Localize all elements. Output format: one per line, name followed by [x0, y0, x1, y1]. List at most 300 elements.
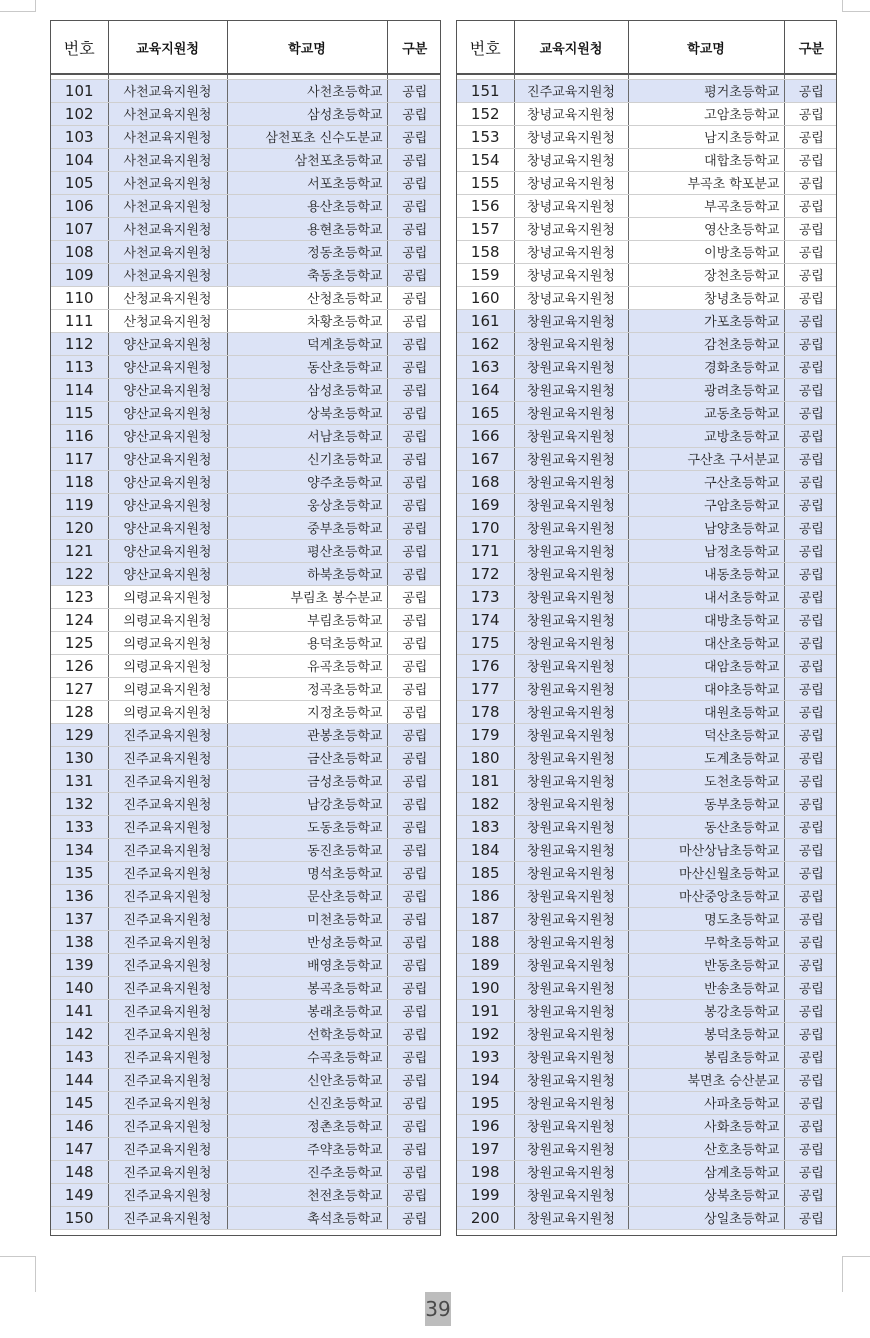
cell-office: 창원교육지원청: [514, 907, 628, 930]
cell-office: 창원교육지원청: [514, 746, 628, 769]
cell-num: 108: [51, 240, 108, 263]
cell-school: 봉강초등학교: [628, 999, 784, 1022]
table-row: [457, 700, 837, 723]
cell-office: 창원교육지원청: [514, 815, 628, 838]
cell-num: 121: [51, 539, 108, 562]
cell-num: 130: [51, 746, 108, 769]
cell-school: 관봉초등학교: [227, 723, 387, 746]
cell-num: 169: [457, 493, 514, 516]
cell-num: 141: [51, 999, 108, 1022]
cell-type: 공립: [387, 723, 441, 746]
cell-school: 서포초등학교: [227, 171, 387, 194]
cell-office: 진주교육지원청: [108, 1091, 227, 1114]
cell-school: 삼천포초등학교: [227, 148, 387, 171]
cell-school: 정곡초등학교: [227, 677, 387, 700]
table-row: [51, 723, 441, 746]
table-row: [457, 516, 837, 539]
cell-school: 웅상초등학교: [227, 493, 387, 516]
cell-type: 공립: [784, 516, 837, 539]
cell-school: 촉석초등학교: [227, 1206, 387, 1229]
cell-num: 177: [457, 677, 514, 700]
cell-type: 공립: [784, 608, 837, 631]
cell-school: 정촌초등학교: [227, 1114, 387, 1137]
table-row: [457, 102, 837, 125]
cell-num: 122: [51, 562, 108, 585]
table-row: [51, 1160, 441, 1183]
table-row: [457, 1206, 837, 1229]
cell-office: 진주교육지원청: [108, 953, 227, 976]
cell-num: 139: [51, 953, 108, 976]
cell-school: 상일초등학교: [628, 1206, 784, 1229]
cell-school: 남강초등학교: [227, 792, 387, 815]
cell-office: 의령교육지원청: [108, 585, 227, 608]
cell-school: 도천초등학교: [628, 769, 784, 792]
cell-num: 151: [457, 79, 514, 102]
cell-type: 공립: [387, 102, 441, 125]
table-row: [51, 1137, 441, 1160]
cell-type: 공립: [387, 217, 441, 240]
cell-num: 154: [457, 148, 514, 171]
cell-office: 창녕교육지원청: [514, 240, 628, 263]
cell-type: 공립: [387, 1045, 441, 1068]
cell-num: 152: [457, 102, 514, 125]
cell-office: 창원교육지원청: [514, 999, 628, 1022]
cell-type: 공립: [387, 884, 441, 907]
cell-office: 창원교육지원청: [514, 424, 628, 447]
cell-office: 의령교육지원청: [108, 631, 227, 654]
table-row: [457, 654, 837, 677]
cell-office: 사천교육지원청: [108, 263, 227, 286]
cell-office: 창원교육지원청: [514, 700, 628, 723]
cell-num: 178: [457, 700, 514, 723]
cell-num: 180: [457, 746, 514, 769]
table-row: [51, 677, 441, 700]
table-row: [457, 424, 837, 447]
cell-school: 남정초등학교: [628, 539, 784, 562]
cell-school: 마산중앙초등학교: [628, 884, 784, 907]
cell-num: 147: [51, 1137, 108, 1160]
cell-office: 진주교육지원청: [108, 1137, 227, 1160]
cell-school: 선학초등학교: [227, 1022, 387, 1045]
cell-office: 진주교육지원청: [108, 1114, 227, 1137]
cell-office: 양산교육지원청: [108, 378, 227, 401]
cell-type: 공립: [387, 125, 441, 148]
cell-school: 평거초등학교: [628, 79, 784, 102]
cell-num: 107: [51, 217, 108, 240]
cell-school: 도계초등학교: [628, 746, 784, 769]
table-row: [457, 79, 837, 102]
cell-num: 135: [51, 861, 108, 884]
cell-school: 삼천포초 신수도분교: [227, 125, 387, 148]
cell-school: 교동초등학교: [628, 401, 784, 424]
table-row: [51, 332, 441, 355]
cell-type: 공립: [784, 861, 837, 884]
cell-school: 구산초등학교: [628, 470, 784, 493]
table-row: [51, 378, 441, 401]
table-row: [457, 1183, 837, 1206]
header-office: 교육지원청: [514, 21, 628, 74]
cell-type: 공립: [784, 286, 837, 309]
cell-type: 공립: [387, 470, 441, 493]
table-row: [51, 1022, 441, 1045]
cell-type: 공립: [784, 769, 837, 792]
cell-type: 공립: [784, 1114, 837, 1137]
cell-type: 공립: [784, 976, 837, 999]
cell-office: 창녕교육지원청: [514, 194, 628, 217]
cell-office: 창녕교육지원청: [514, 286, 628, 309]
table-row: [51, 608, 441, 631]
cell-office: 창녕교육지원청: [514, 148, 628, 171]
table-row: [457, 1068, 837, 1091]
cell-type: 공립: [387, 1068, 441, 1091]
table-row: [457, 470, 837, 493]
cell-office: 창녕교육지원청: [514, 125, 628, 148]
cell-type: 공립: [784, 585, 837, 608]
cell-office: 진주교육지원청: [108, 1068, 227, 1091]
table-row: [51, 263, 441, 286]
cell-office: 창원교육지원청: [514, 1206, 628, 1229]
cell-type: 공립: [784, 1068, 837, 1091]
cell-num: 167: [457, 447, 514, 470]
cell-type: 공립: [784, 355, 837, 378]
table-row: [51, 769, 441, 792]
cell-num: 161: [457, 309, 514, 332]
cell-type: 공립: [387, 999, 441, 1022]
cell-type: 공립: [784, 309, 837, 332]
cell-school: 도동초등학교: [227, 815, 387, 838]
cell-num: 123: [51, 585, 108, 608]
table-row: [51, 309, 441, 332]
cell-office: 창원교육지원청: [514, 677, 628, 700]
cell-type: 공립: [387, 953, 441, 976]
cell-type: 공립: [387, 378, 441, 401]
table-row: [51, 792, 441, 815]
cell-num: 179: [457, 723, 514, 746]
cell-num: 190: [457, 976, 514, 999]
cell-num: 158: [457, 240, 514, 263]
cell-num: 186: [457, 884, 514, 907]
table-row: [457, 148, 837, 171]
cell-office: 진주교육지원청: [514, 79, 628, 102]
table-row: [51, 562, 441, 585]
cell-office: 창원교육지원청: [514, 654, 628, 677]
cell-type: 공립: [387, 539, 441, 562]
cell-type: 공립: [387, 1114, 441, 1137]
cell-type: 공립: [784, 631, 837, 654]
cell-num: 173: [457, 585, 514, 608]
cell-num: 144: [51, 1068, 108, 1091]
cell-type: 공립: [784, 240, 837, 263]
table-row: [51, 470, 441, 493]
cell-office: 사천교육지원청: [108, 171, 227, 194]
table-row: [457, 493, 837, 516]
cell-type: 공립: [387, 493, 441, 516]
cell-num: 142: [51, 1022, 108, 1045]
cell-num: 120: [51, 516, 108, 539]
cell-num: 183: [457, 815, 514, 838]
cell-type: 공립: [784, 401, 837, 424]
cell-num: 200: [457, 1206, 514, 1229]
cell-office: 사천교육지원청: [108, 125, 227, 148]
cell-num: 175: [457, 631, 514, 654]
cell-num: 181: [457, 769, 514, 792]
cell-office: 양산교육지원청: [108, 401, 227, 424]
cell-type: 공립: [784, 999, 837, 1022]
cell-school: 신기초등학교: [227, 447, 387, 470]
cell-num: 163: [457, 355, 514, 378]
cell-school: 삼성초등학교: [227, 378, 387, 401]
cell-type: 공립: [784, 953, 837, 976]
cell-school: 봉곡초등학교: [227, 976, 387, 999]
table-row: [51, 907, 441, 930]
table-row: [457, 125, 837, 148]
table-row: [51, 861, 441, 884]
table-row: [457, 1160, 837, 1183]
cell-school: 무학초등학교: [628, 930, 784, 953]
table-row: [51, 930, 441, 953]
table-row: [51, 815, 441, 838]
cell-num: 170: [457, 516, 514, 539]
cell-type: 공립: [387, 1091, 441, 1114]
cell-type: 공립: [387, 700, 441, 723]
cell-type: 공립: [387, 608, 441, 631]
cell-type: 공립: [784, 447, 837, 470]
cell-school: 주약초등학교: [227, 1137, 387, 1160]
table-row: [457, 332, 837, 355]
cell-num: 129: [51, 723, 108, 746]
cell-type: 공립: [784, 723, 837, 746]
cell-school: 남양초등학교: [628, 516, 784, 539]
cell-school: 반성초등학교: [227, 930, 387, 953]
cell-type: 공립: [784, 1206, 837, 1229]
cell-num: 132: [51, 792, 108, 815]
cell-office: 양산교육지원청: [108, 493, 227, 516]
cell-office: 양산교육지원청: [108, 470, 227, 493]
cell-num: 168: [457, 470, 514, 493]
cell-office: 창원교육지원청: [514, 769, 628, 792]
cell-type: 공립: [784, 677, 837, 700]
cell-num: 150: [51, 1206, 108, 1229]
cell-school: 차황초등학교: [227, 309, 387, 332]
cell-num: 106: [51, 194, 108, 217]
cell-num: 197: [457, 1137, 514, 1160]
table-row: [457, 1091, 837, 1114]
cell-num: 116: [51, 424, 108, 447]
table-row: [457, 631, 837, 654]
cell-office: 창원교육지원청: [514, 493, 628, 516]
table-row: [51, 493, 441, 516]
cell-type: 공립: [387, 654, 441, 677]
header-office: 교육지원청: [108, 21, 227, 74]
table-row: [457, 1137, 837, 1160]
cell-type: 공립: [387, 424, 441, 447]
cell-office: 사천교육지원청: [108, 148, 227, 171]
table-row: [457, 999, 837, 1022]
cell-office: 양산교육지원청: [108, 355, 227, 378]
cell-num: 101: [51, 79, 108, 102]
cell-office: 진주교육지원청: [108, 1160, 227, 1183]
cell-type: 공립: [387, 631, 441, 654]
cell-school: 신안초등학교: [227, 1068, 387, 1091]
cell-type: 공립: [784, 746, 837, 769]
table-header-row: [457, 21, 837, 74]
table-row: [51, 631, 441, 654]
cell-num: 174: [457, 608, 514, 631]
cell-num: 185: [457, 861, 514, 884]
table-row: [51, 1045, 441, 1068]
table-row: [457, 976, 837, 999]
table-row: [457, 263, 837, 286]
cell-num: 131: [51, 769, 108, 792]
cell-school: 영산초등학교: [628, 217, 784, 240]
cell-office: 진주교육지원청: [108, 907, 227, 930]
cell-office: 진주교육지원청: [108, 999, 227, 1022]
header-school: 학교명: [227, 21, 387, 74]
table-row: [457, 953, 837, 976]
table-row: [457, 539, 837, 562]
cell-type: 공립: [387, 79, 441, 102]
cell-num: 110: [51, 286, 108, 309]
table-row: [457, 355, 837, 378]
cell-type: 공립: [784, 562, 837, 585]
cell-school: 상북초등학교: [628, 1183, 784, 1206]
cell-type: 공립: [784, 1091, 837, 1114]
cell-num: 138: [51, 930, 108, 953]
cell-type: 공립: [387, 401, 441, 424]
cell-type: 공립: [387, 769, 441, 792]
cell-num: 128: [51, 700, 108, 723]
cell-office: 사천교육지원청: [108, 102, 227, 125]
cell-office: 창원교육지원청: [514, 631, 628, 654]
cell-office: 창원교육지원청: [514, 792, 628, 815]
cell-office: 양산교육지원청: [108, 424, 227, 447]
cell-type: 공립: [387, 1160, 441, 1183]
cell-type: 공립: [387, 907, 441, 930]
cell-type: 공립: [784, 125, 837, 148]
table-row: [457, 286, 837, 309]
cell-school: 명석초등학교: [227, 861, 387, 884]
cell-num: 189: [457, 953, 514, 976]
cell-school: 감천초등학교: [628, 332, 784, 355]
cell-office: 진주교육지원청: [108, 1022, 227, 1045]
table-row: [51, 953, 441, 976]
cell-school: 마산신월초등학교: [628, 861, 784, 884]
cell-num: 159: [457, 263, 514, 286]
cell-num: 117: [51, 447, 108, 470]
cell-office: 의령교육지원청: [108, 608, 227, 631]
cell-school: 고암초등학교: [628, 102, 784, 125]
cell-type: 공립: [784, 332, 837, 355]
header-num: 번호: [457, 21, 514, 74]
cell-school: 정동초등학교: [227, 240, 387, 263]
cell-type: 공립: [387, 516, 441, 539]
table-row: [457, 769, 837, 792]
cell-school: 동진초등학교: [227, 838, 387, 861]
cell-school: 삼성초등학교: [227, 102, 387, 125]
header-type: 구분: [784, 21, 837, 74]
cell-office: 사천교육지원청: [108, 79, 227, 102]
cell-office: 진주교육지원청: [108, 792, 227, 815]
cell-school: 동산초등학교: [628, 815, 784, 838]
cell-type: 공립: [784, 884, 837, 907]
cell-school: 반송초등학교: [628, 976, 784, 999]
cell-office: 창원교육지원청: [514, 516, 628, 539]
cell-school: 마산상남초등학교: [628, 838, 784, 861]
table-row: [51, 976, 441, 999]
cell-school: 가포초등학교: [628, 309, 784, 332]
cell-school: 반동초등학교: [628, 953, 784, 976]
cell-type: 공립: [387, 171, 441, 194]
cell-school: 지정초등학교: [227, 700, 387, 723]
cell-num: 188: [457, 930, 514, 953]
table-row: [51, 79, 441, 102]
cell-school: 창녕초등학교: [628, 286, 784, 309]
cell-school: 대암초등학교: [628, 654, 784, 677]
table-row: [457, 585, 837, 608]
table-row: [457, 930, 837, 953]
cell-num: 113: [51, 355, 108, 378]
table-row: [51, 148, 441, 171]
cell-num: 126: [51, 654, 108, 677]
cell-type: 공립: [784, 1137, 837, 1160]
cell-school: 수곡초등학교: [227, 1045, 387, 1068]
cell-school: 남지초등학교: [628, 125, 784, 148]
header-school: 학교명: [628, 21, 784, 74]
table-row: [51, 539, 441, 562]
cell-type: 공립: [387, 240, 441, 263]
table-row: [51, 217, 441, 240]
cell-school: 산호초등학교: [628, 1137, 784, 1160]
cell-office: 사천교육지원청: [108, 194, 227, 217]
table-row: [457, 838, 837, 861]
cell-type: 공립: [784, 792, 837, 815]
table-row: [51, 516, 441, 539]
table-body-right: [457, 74, 837, 1229]
cell-type: 공립: [387, 585, 441, 608]
cell-school: 산청초등학교: [227, 286, 387, 309]
cell-type: 공립: [387, 930, 441, 953]
crop-mark-bottom-left: [0, 1256, 36, 1292]
cell-school: 상북초등학교: [227, 401, 387, 424]
table-row: [457, 1114, 837, 1137]
table-row: [51, 125, 441, 148]
cell-num: 195: [457, 1091, 514, 1114]
table-row: [51, 585, 441, 608]
cell-num: 198: [457, 1160, 514, 1183]
cell-num: 194: [457, 1068, 514, 1091]
cell-num: 153: [457, 125, 514, 148]
cell-type: 공립: [387, 447, 441, 470]
cell-office: 양산교육지원청: [108, 562, 227, 585]
cell-office: 창원교육지원청: [514, 332, 628, 355]
table-row: [457, 217, 837, 240]
cell-office: 진주교육지원청: [108, 723, 227, 746]
cell-type: 공립: [387, 792, 441, 815]
cell-office: 양산교육지원청: [108, 539, 227, 562]
cell-school: 봉덕초등학교: [628, 1022, 784, 1045]
cell-office: 양산교육지원청: [108, 447, 227, 470]
cell-office: 의령교육지원청: [108, 700, 227, 723]
cell-office: 사천교육지원청: [108, 217, 227, 240]
cell-office: 창원교육지원청: [514, 608, 628, 631]
cell-num: 166: [457, 424, 514, 447]
cell-school: 대야초등학교: [628, 677, 784, 700]
table-row: [51, 286, 441, 309]
table-row: [457, 401, 837, 424]
cell-type: 공립: [387, 1183, 441, 1206]
cell-office: 창녕교육지원청: [514, 263, 628, 286]
cell-school: 내동초등학교: [628, 562, 784, 585]
